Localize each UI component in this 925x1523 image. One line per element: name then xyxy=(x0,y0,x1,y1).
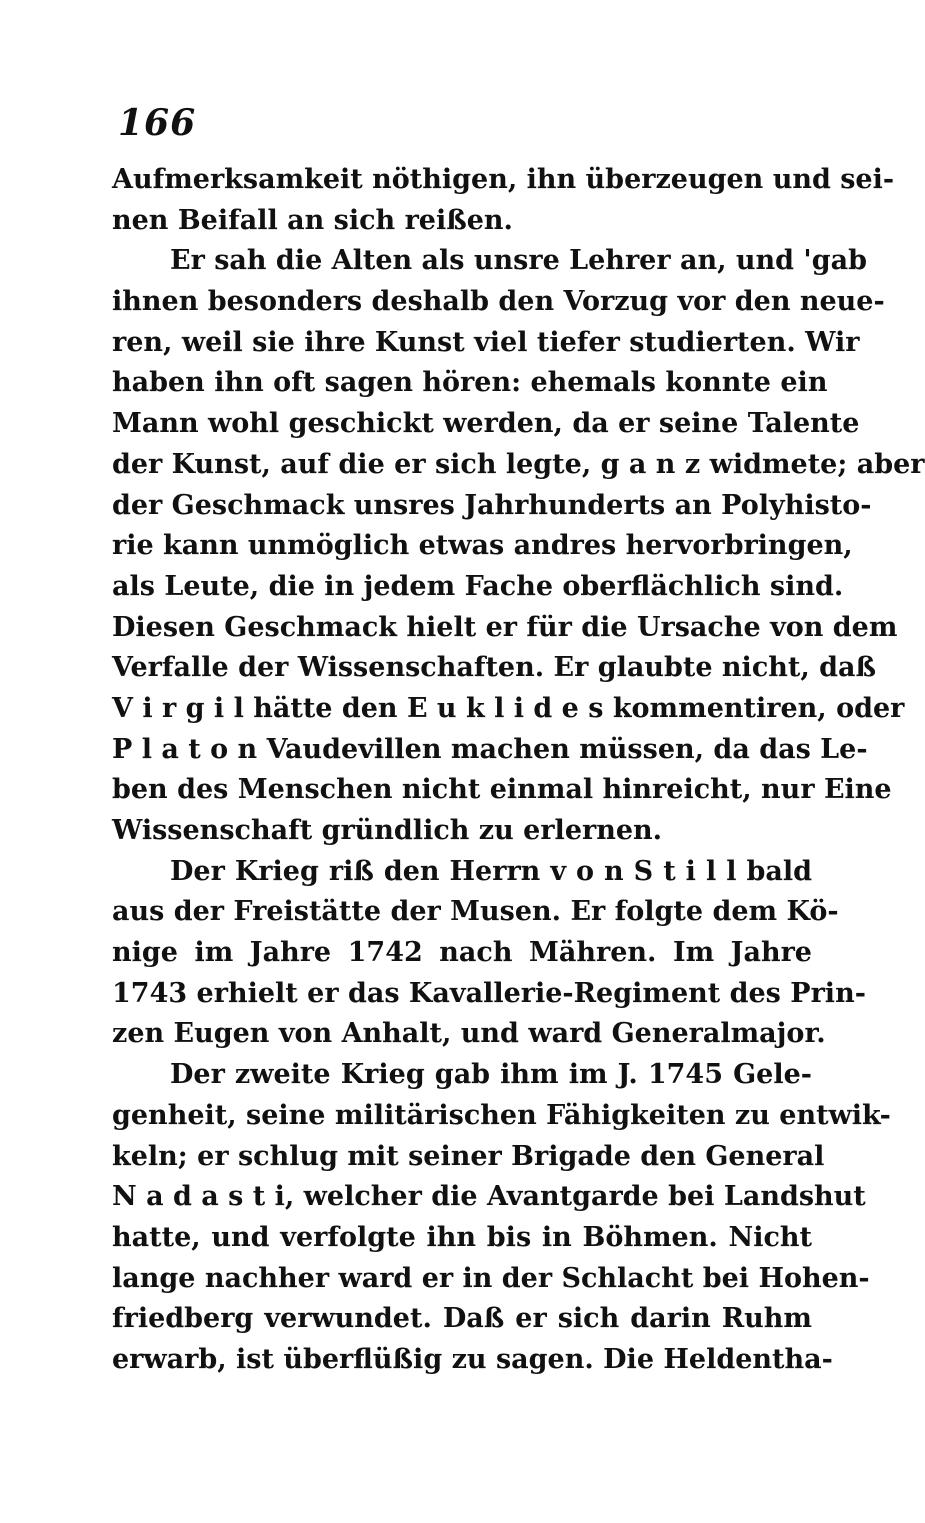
text-line: keln; er schlug mit seiner Brigade den General xyxy=(112,1140,825,1172)
text-line: rie kann unmöglich etwas andres hervorbringen, xyxy=(112,530,853,562)
body-text xyxy=(112,160,925,1381)
text-line: ren, weil sie ihre Kunst viel tiefer studierten. Wir xyxy=(112,326,860,358)
text-line: ihnen besonders deshalb den Vorzug vor den neue- xyxy=(112,286,885,318)
text-line: Aufmerksamkeit nöthigen, ihn überzeugen und sei- xyxy=(112,164,895,195)
text-line: hatte, und verfolgte ihn bis in Böhmen. Nicht xyxy=(112,1221,812,1253)
text-line: N a d a s t i, welcher die Avantgarde bei Landshut xyxy=(112,1181,866,1213)
text-line: der Geschmack unsres Jahrhunderts an Polyhisto- xyxy=(112,489,872,521)
text-line: aus der Freistätte der Musen. Er folgte dem Kö- xyxy=(112,896,839,928)
text-line: ben des Menschen nicht einmal hinreicht, nur Eine xyxy=(112,774,892,806)
text-line: nige im Jahre 1742 nach Mähren. Im Jahre xyxy=(112,937,812,969)
text-line: Er sah die Alten als unsre Lehrer an, und 'gab xyxy=(170,245,867,277)
text-line: P l a t o n Vaudevillen machen müssen, da das Le- xyxy=(112,733,868,765)
text-line: V i r g i l hätte den E u k l i d e s kommentiren, oder xyxy=(112,692,905,724)
page-number: 166 xyxy=(118,102,197,144)
text-line: Der zweite Krieg gab ihm im J. 1745 Gele- xyxy=(170,1059,812,1091)
text-line: Diesen Geschmack hielt er für die Ursache von dem xyxy=(112,611,898,643)
text-line: 1743 erhielt er das Kavallerie-Regiment des Prin- xyxy=(112,977,866,1009)
text-line: genheit, seine militärischen Fähigkeiten zu entwik- xyxy=(112,1099,891,1131)
text-line: Wissenschaft gründlich zu erlernen. xyxy=(112,815,663,846)
text-line: Verfalle der Wissenschaften. Er glaubte nicht, daß xyxy=(112,652,877,684)
text-line: als Leute, die in jedem Fache oberflächlich sind. xyxy=(112,570,844,602)
text-line: lange nachher ward er in der Schlacht bei Hohen- xyxy=(112,1262,870,1294)
text-line: Der Krieg riß den Herrn v o n S t i l l bald xyxy=(170,855,812,887)
text-line: haben ihn oft sagen hören: ehemals konnte ein xyxy=(112,367,828,399)
text-line: Mann wohl geschickt werden, da er seine Talente xyxy=(112,408,860,440)
text-line: friedberg verwundet. Daß er sich darin Ruhm xyxy=(112,1303,812,1335)
text-line: erwarb, ist überflüßig zu sagen. Die Heldentha- xyxy=(112,1343,833,1375)
text-line: nen Beifall an sich reißen. xyxy=(112,204,513,236)
text-line: der Kunst, auf die er sich legte, g a n z widmete; aber xyxy=(112,448,925,480)
text-line: zen Eugen von Anhalt, und ward Generalmajor. xyxy=(112,1018,826,1050)
